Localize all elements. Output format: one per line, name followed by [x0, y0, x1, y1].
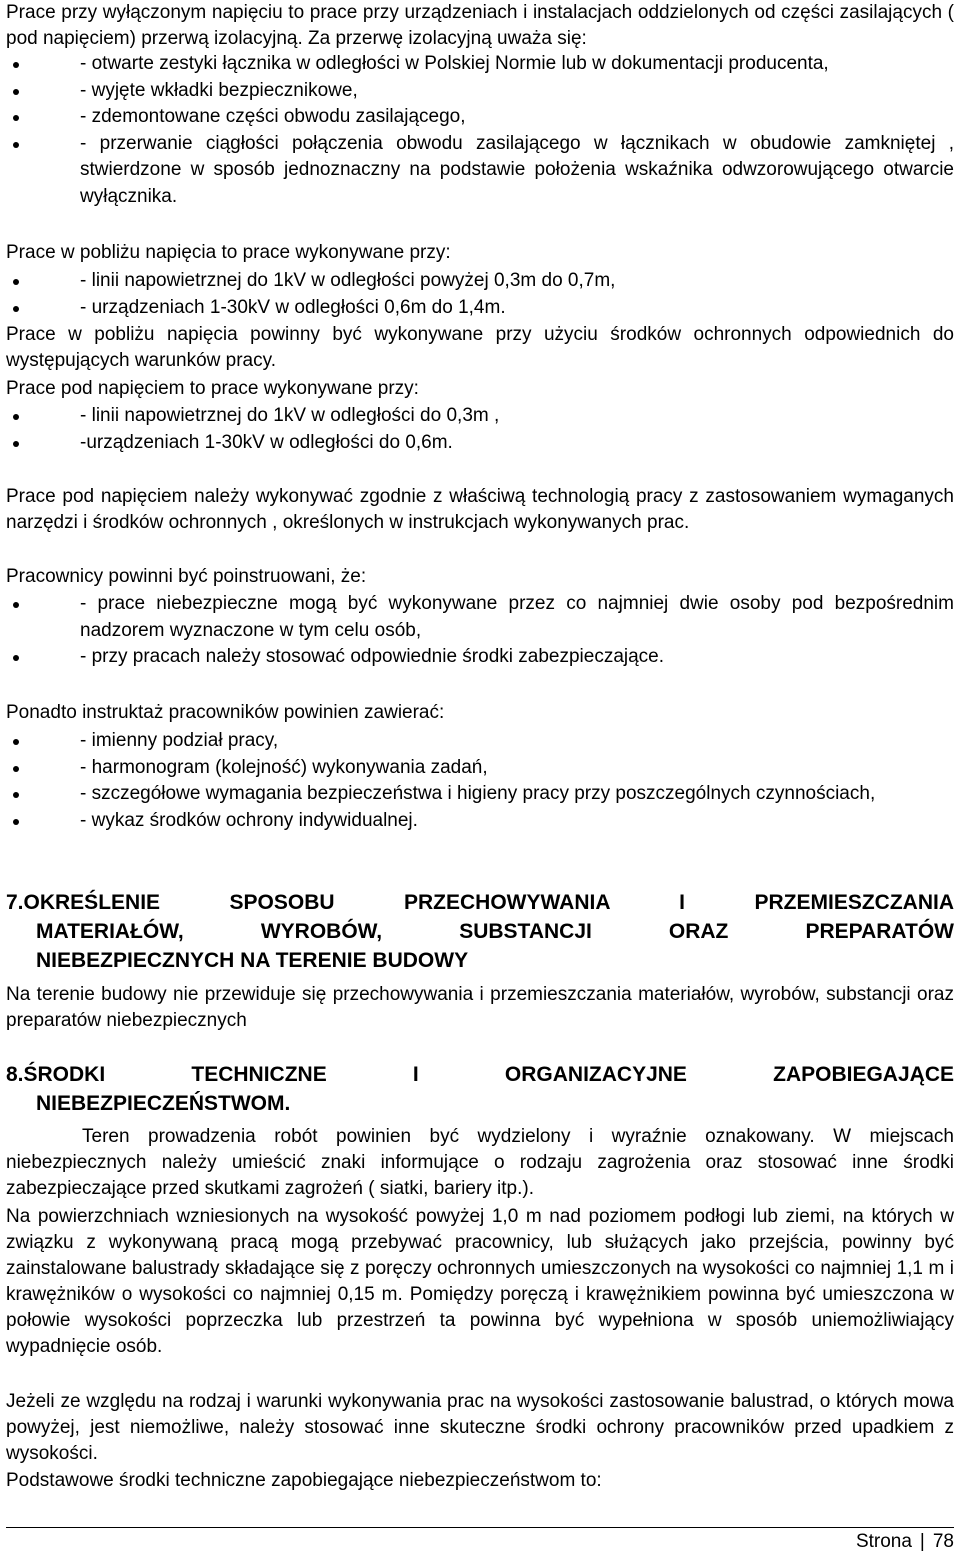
list-item: - linii napowietrznej do 1kV w odległości do 0,3m ,	[6, 403, 954, 430]
bullet-icon	[13, 115, 19, 121]
paragraph-storage: Na terenie budowy nie przewiduje się przechowywania i przemieszczania materiałów, wyrobów, substancji oraz preparatów niebezpiecznych	[6, 984, 954, 1031]
list-item: - imienny podział pracy,	[6, 728, 954, 755]
bullet-icon	[13, 766, 19, 772]
list-item: -urządzeniach 1-30kV w odległości do 0,6m.	[6, 430, 954, 457]
page-number: 78	[932, 1531, 954, 1552]
bullet-icon	[13, 279, 19, 285]
bullet-icon	[13, 306, 19, 312]
list-item: - zdemontowane części obwodu zasilającego,	[6, 104, 954, 131]
paragraph-near-voltage: Prace w pobliżu napięcia to prace wykonywane przy:	[6, 242, 451, 263]
bullet-icon	[13, 89, 19, 95]
list-item: - wykaz środków ochrony indywidualnej.	[6, 808, 954, 835]
list-item: - urządzeniach 1-30kV w odległości 0,6m do 1,4m.	[6, 295, 954, 322]
bullet-icon	[13, 739, 19, 745]
section-heading-7	[6, 888, 954, 975]
page-label: Strona	[855, 1531, 912, 1552]
paragraph-isolation-intro: Prace przy wyłączonym napięciu to prace przy urządzeniach i instalacjach oddzielonych od części zasilających ( pod napięciem) przerwą izolacyjną. Za przerwę izolacyjną uważa się:	[6, 2, 954, 49]
paragraph-live-work-technology: Prace pod napięciem należy wykonywać zgodnie z właściwą technologią pracy z zastosowaniem wymaganych narzędzi i środków ochronnych , określonych w instrukcjach wykonywanych prac.	[6, 486, 954, 533]
bullet-icon	[13, 792, 19, 798]
heading-line: NIEBEZPIECZNYCH NA TERENIE BUDOWY	[36, 949, 469, 972]
paragraph-railings: Na powierzchniach wzniesionych na wysokość powyżej 1,0 m nad poziomem podłogi lub ziemi, na których w związku z wykonywaną pracą mogą przebywać pracownicy, lub służących jako przejścia, powinny być zainstalowane balustrady składające się z poręczy ochronnych umieszczonych na wysokości co najmniej 1,1 m i krawężników o wysokości co najmniej 0,15 m. Pomiędzy poręczą i krawężnikiem powinna być umieszczona w połowie wysokości poprzeczka lub przestrzeń ta powinna być wypełniona w sposób uniemożliwiający wypadnięcie osób.	[6, 1206, 954, 1357]
bullet-icon	[13, 62, 19, 68]
bullet-icon	[13, 441, 19, 447]
bullet-icon	[13, 655, 19, 661]
paragraph-site-marking: Teren prowadzenia robót powinien być wydzielony i wyraźnie oznakowany. W miejscach niebezpiecznych należy umieścić znaki informujące o rodzaju zagrożenia oraz stosować inne środki zabezpieczające przed skutkami zagrożeń ( siatki, bariery itp.).	[6, 1126, 954, 1199]
paragraph-fall-protection: Jeżeli ze względu na rodzaj i warunki wykonywania prac na wysokości zastosowanie balustrad, o których mowa powyżej, jest niemożliwe, należy stosować inne skuteczne środki ochrony pracowników przed upadkiem z wysokości.	[6, 1391, 954, 1464]
list-instruction-content	[6, 728, 954, 834]
list-near-voltage	[6, 268, 954, 321]
paragraph-workers-instructed: Pracownicy powinni być poinstruowani, że:	[6, 566, 367, 587]
list-live-work	[6, 403, 954, 456]
list-workers-instructed	[6, 591, 954, 671]
footer-separator: |	[919, 1531, 925, 1552]
list-item: - szczegółowe wymagania bezpieczeństwa i higieny pracy przy poszczególnych czynnościach,	[6, 781, 954, 808]
bullet-icon	[13, 414, 19, 420]
paragraph-basic-measures: Podstawowe środki techniczne zapobiegające niebezpieczeństwom to:	[6, 1470, 602, 1491]
footer-divider	[6, 1527, 954, 1528]
list-item: - wyjęte wkładki bezpiecznikowe,	[6, 78, 954, 105]
list-item: - prace niebezpieczne mogą być wykonywane przez co najmniej dwie osoby pod bezpośrednim nadzorem wyznaczone w tym celu osób,	[6, 591, 954, 644]
heading-line: 7.OKREŚLENIE SPOSOBU PRZECHOWYWANIA I PRZEMIESZCZANIA	[6, 891, 954, 914]
bullet-icon	[13, 142, 19, 148]
page-footer	[856, 1530, 954, 1554]
list-item: - harmonogram (kolejność) wykonywania zadań,	[6, 755, 954, 782]
paragraph-live-work: Prace pod napięciem to prace wykonywane przy:	[6, 378, 419, 399]
list-item: - przy pracach należy stosować odpowiednie środki zabezpieczające.	[6, 644, 954, 671]
bullet-icon	[13, 602, 19, 608]
bullet-icon	[13, 819, 19, 825]
heading-line: NIEBEZPIECZEŃSTWOM.	[36, 1092, 291, 1115]
paragraph-instruction-content: Ponadto instruktaż pracowników powinien zawierać:	[6, 702, 445, 723]
list-item: - linii napowietrznej do 1kV w odległości powyżej 0,3m do 0,7m,	[6, 268, 954, 295]
section-heading-8	[6, 1060, 954, 1118]
heading-line: MATERIAŁÓW, WYROBÓW, SUBSTANCJI ORAZ PREPARATÓW	[36, 920, 954, 943]
paragraph-protective-means: Prace w pobliżu napięcia powinny być wykonywane przy użyciu środków ochronnych odpowiednich do występujących warunków pracy.	[6, 324, 954, 371]
list-item: - otwarte zestyki łącznika w odległości w Polskiej Normie lub w dokumentacji producenta,	[6, 51, 954, 78]
list-isolation-gap	[6, 51, 954, 210]
list-item: - przerwanie ciągłości połączenia obwodu zasilającego w łącznikach w obudowie zamkniętej , stwierdzone w sposób jednoznaczny na podstawie położenia wskaźnika odwzorowującego otwarcie wyłącznika.	[6, 131, 954, 211]
heading-line: 8.ŚRODKI TECHNICZNE I ORGANIZACYJNE ZAPOBIEGAJĄCE	[6, 1063, 954, 1086]
